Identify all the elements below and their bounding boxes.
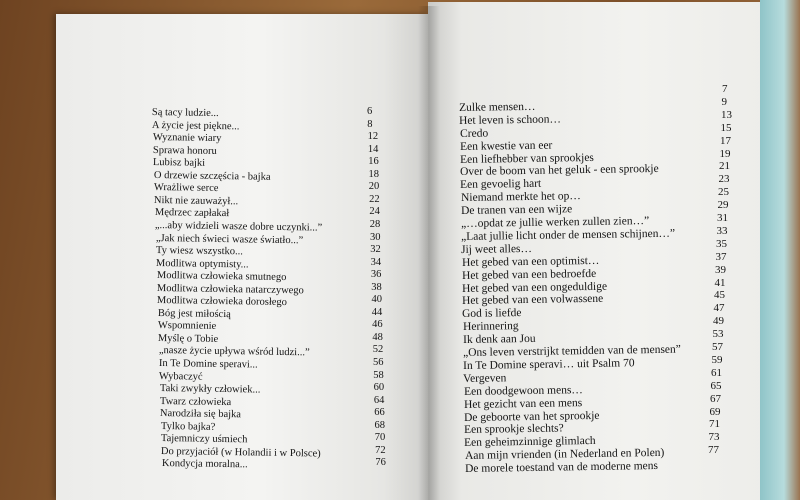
toc-page-number: 49 <box>713 315 724 328</box>
toc-page-number: 23 <box>718 173 730 186</box>
toc-page-number: 35 <box>716 237 727 250</box>
toc-entry-title: Mędrzec zapłakał <box>154 207 230 220</box>
toc-entry-title: Bóg jest miłością <box>157 307 231 320</box>
toc-entry-title: „Jak niech świeci wasze światło...” <box>155 232 303 246</box>
toc-entry-title: Een liefhebber van sprookjes <box>459 151 594 166</box>
toc-entry-title: Het gebed van een ongeduldige <box>461 280 608 295</box>
toc-entry-title: De morele toestand van de moderne mens <box>464 460 658 476</box>
toc-entry-title: In Te Domine speravi… uit Psalm 70 <box>463 357 635 372</box>
toc-entry-title: Wspomnienie <box>157 320 217 333</box>
toc-entry-title: „Ons leven verstrijkt temidden van de mensen” <box>462 343 681 359</box>
toc-page-number: 21 <box>719 160 730 173</box>
toc-page-number: 38 <box>371 281 382 293</box>
toc-page-number: 58 <box>373 369 384 381</box>
toc-entry-title: God is liefde <box>462 307 522 321</box>
toc-entry-title: Tylko bajka? <box>160 420 216 433</box>
toc-entry-title: Twarz człowieka <box>159 395 232 408</box>
toc-page-number: 69 <box>709 405 721 418</box>
toc-page-number: 52 <box>372 344 384 356</box>
toc-page-number: 66 <box>374 407 385 419</box>
toc-page-number: 7 <box>722 83 728 95</box>
toc-entry-title: Sprawa honoru <box>152 144 217 157</box>
toc-entry-title: Myślę o Tobie <box>158 332 219 345</box>
toc-page-number: 39 <box>715 263 726 276</box>
toc-entry-title: Vergeven <box>463 372 507 385</box>
toc-entry-title: Een gevoelig hart <box>460 178 542 192</box>
toc-entry-title: A życie jest piękne... <box>152 119 240 132</box>
toc-page-number: 47 <box>713 302 725 315</box>
toc-entry-title: Ik denk aan Jou <box>462 332 536 347</box>
toc-page-number: 48 <box>372 331 383 343</box>
toc-page-number: 9 <box>721 95 727 108</box>
toc-page-number: 70 <box>374 432 386 444</box>
toc-page-number: 37 <box>715 250 727 263</box>
toc-page-number: 13 <box>721 108 732 121</box>
toc-entry-title: Credo <box>459 127 488 140</box>
book-cover-edge <box>760 0 800 500</box>
toc-page-number: 17 <box>720 134 731 147</box>
toc-entry-title: Een geheimzinnige glimlach <box>464 435 597 450</box>
toc-page-number: 33 <box>716 224 728 237</box>
toc-entry-title: Een doodgewoon mens… <box>463 383 583 398</box>
toc-page-number: 64 <box>373 394 385 406</box>
toc-page-number: 45 <box>714 289 725 302</box>
toc-page-number: 30 <box>370 231 381 243</box>
toc-entry-title: Het leven is schoon… <box>459 113 562 127</box>
toc-entry-title: Ty wiesz wszystko... <box>155 245 243 258</box>
toc-page-number: 32 <box>370 244 381 256</box>
toc-page-number: 59 <box>711 353 723 366</box>
toc-entry-title: Do przyjaciół (w Holandii i w Polsce) <box>161 445 322 460</box>
toc-page-number: 34 <box>370 256 382 268</box>
toc-page-number: 53 <box>712 328 724 341</box>
toc-entry-title: Modlitwa optymisty... <box>156 257 249 271</box>
toc-entry-title: Over de boom van het geluk - een sprookje <box>460 163 659 179</box>
toc-page-number: 67 <box>710 392 721 405</box>
toc-entry-title: Het gebed van een volwassene <box>462 293 604 308</box>
toc-entry-title: Są tacy ludzie... <box>151 107 219 120</box>
toc-entry-title: Een sprookje slechts? <box>464 422 564 437</box>
toc-page-number: 14 <box>367 143 379 155</box>
toc-entry-title: Wyznanie wiary <box>152 132 222 145</box>
toc-page-number: 24 <box>369 206 380 218</box>
toc-page-number: 76 <box>375 457 386 469</box>
toc-entry-title: „nasze życie upływa wśród ludzi...” <box>158 345 310 359</box>
toc-entry-title: Het gebed van een bedroefde <box>461 267 597 282</box>
toc-entry-title: O drzewie szczęścia - bajka <box>153 169 271 183</box>
toc-page-number: 28 <box>369 218 381 230</box>
toc-entry-title: Nikt nie zauważył... <box>154 194 239 208</box>
toc-entry-title: Modlitwa człowieka dorosłego <box>157 295 288 309</box>
toc-page-number: 31 <box>717 212 728 224</box>
toc-entry-title: Het gebed van een optimist… <box>461 254 600 269</box>
toc-page-number: 12 <box>367 131 379 143</box>
toc-page-number: 25 <box>718 186 729 199</box>
toc-entry-title: Het gezicht van een mens <box>463 396 583 411</box>
toc-page-number: 68 <box>374 419 385 431</box>
toc-page-number: 18 <box>368 168 379 180</box>
toc-entry-title: Narodziła się bajka <box>160 408 242 421</box>
toc-page-number: 61 <box>711 366 722 379</box>
toc-page-number: 72 <box>375 444 386 456</box>
toc-entry-title: Herinnering <box>462 320 519 334</box>
toc-entry-title: „...aby widzieli wasze dobre uczynki...” <box>154 219 323 234</box>
toc-page-number: 73 <box>708 431 720 444</box>
toc-page-number: 56 <box>373 357 384 368</box>
toc-entry-title: Wybaczyć <box>159 370 204 383</box>
toc-entry-title: De tranen van een wijze <box>460 203 573 218</box>
toc-page-number: 36 <box>370 269 382 281</box>
toc-entry-title: Aan mijn vrienden (in Nederland en Polen) <box>464 447 665 463</box>
toc-entry-title: Taki zwykły człowiek... <box>159 383 261 396</box>
toc-entry-title: Niemand merkte het op… <box>460 190 581 205</box>
toc-page-number: 22 <box>369 193 380 205</box>
toc-page-number: 8 <box>367 118 373 130</box>
toc-page-number: 46 <box>372 319 383 331</box>
toc-entry-title: „Laat jullie licht onder de mensen schijnen…” <box>461 227 676 243</box>
toc-page-number: 16 <box>368 156 379 168</box>
toc-entry-title: De geboorte van het sprookje <box>463 409 600 424</box>
toc-page-number: 20 <box>368 181 380 193</box>
toc-entry-title: Jij weet alles… <box>461 242 533 256</box>
toc-page-number: 15 <box>720 121 732 134</box>
toc-entry-title: Lubisz bajki <box>153 157 206 170</box>
toc-page-number: 6 <box>367 106 373 117</box>
toc-entry-title: Kondycja moralna... <box>161 458 248 471</box>
toc-page-number: 29 <box>717 199 729 212</box>
toc-page-number: 60 <box>373 382 385 394</box>
toc-page-number: 77 <box>708 444 719 457</box>
toc-page-number: 57 <box>712 341 723 353</box>
toc-page-number: 19 <box>719 147 731 160</box>
toc-entry-title: Een kwestie van eer <box>459 139 553 153</box>
toc-entry-title: Modlitwa człowieka natarczywego <box>156 282 304 296</box>
toc-entry-title: In Te Domine speravi... <box>158 358 258 371</box>
book-spine <box>418 6 440 500</box>
toc-entry-title: Zulke mensen… <box>459 100 536 114</box>
toc-page-number: 41 <box>714 276 726 289</box>
toc-page-number: 71 <box>709 418 720 431</box>
toc-page-number: 40 <box>371 294 382 306</box>
toc-page-number: 44 <box>371 306 383 318</box>
toc-entry-title: Tajemniczy uśmiech <box>160 433 248 446</box>
toc-entry-title: „…opdat ze jullie werken zullen zien…” <box>460 215 650 230</box>
toc-entry-title: Modlitwa człowieka smutnego <box>156 270 287 284</box>
toc-page-number: 65 <box>710 379 722 392</box>
toc-entry-title: Wrażliwe serce <box>153 182 219 195</box>
